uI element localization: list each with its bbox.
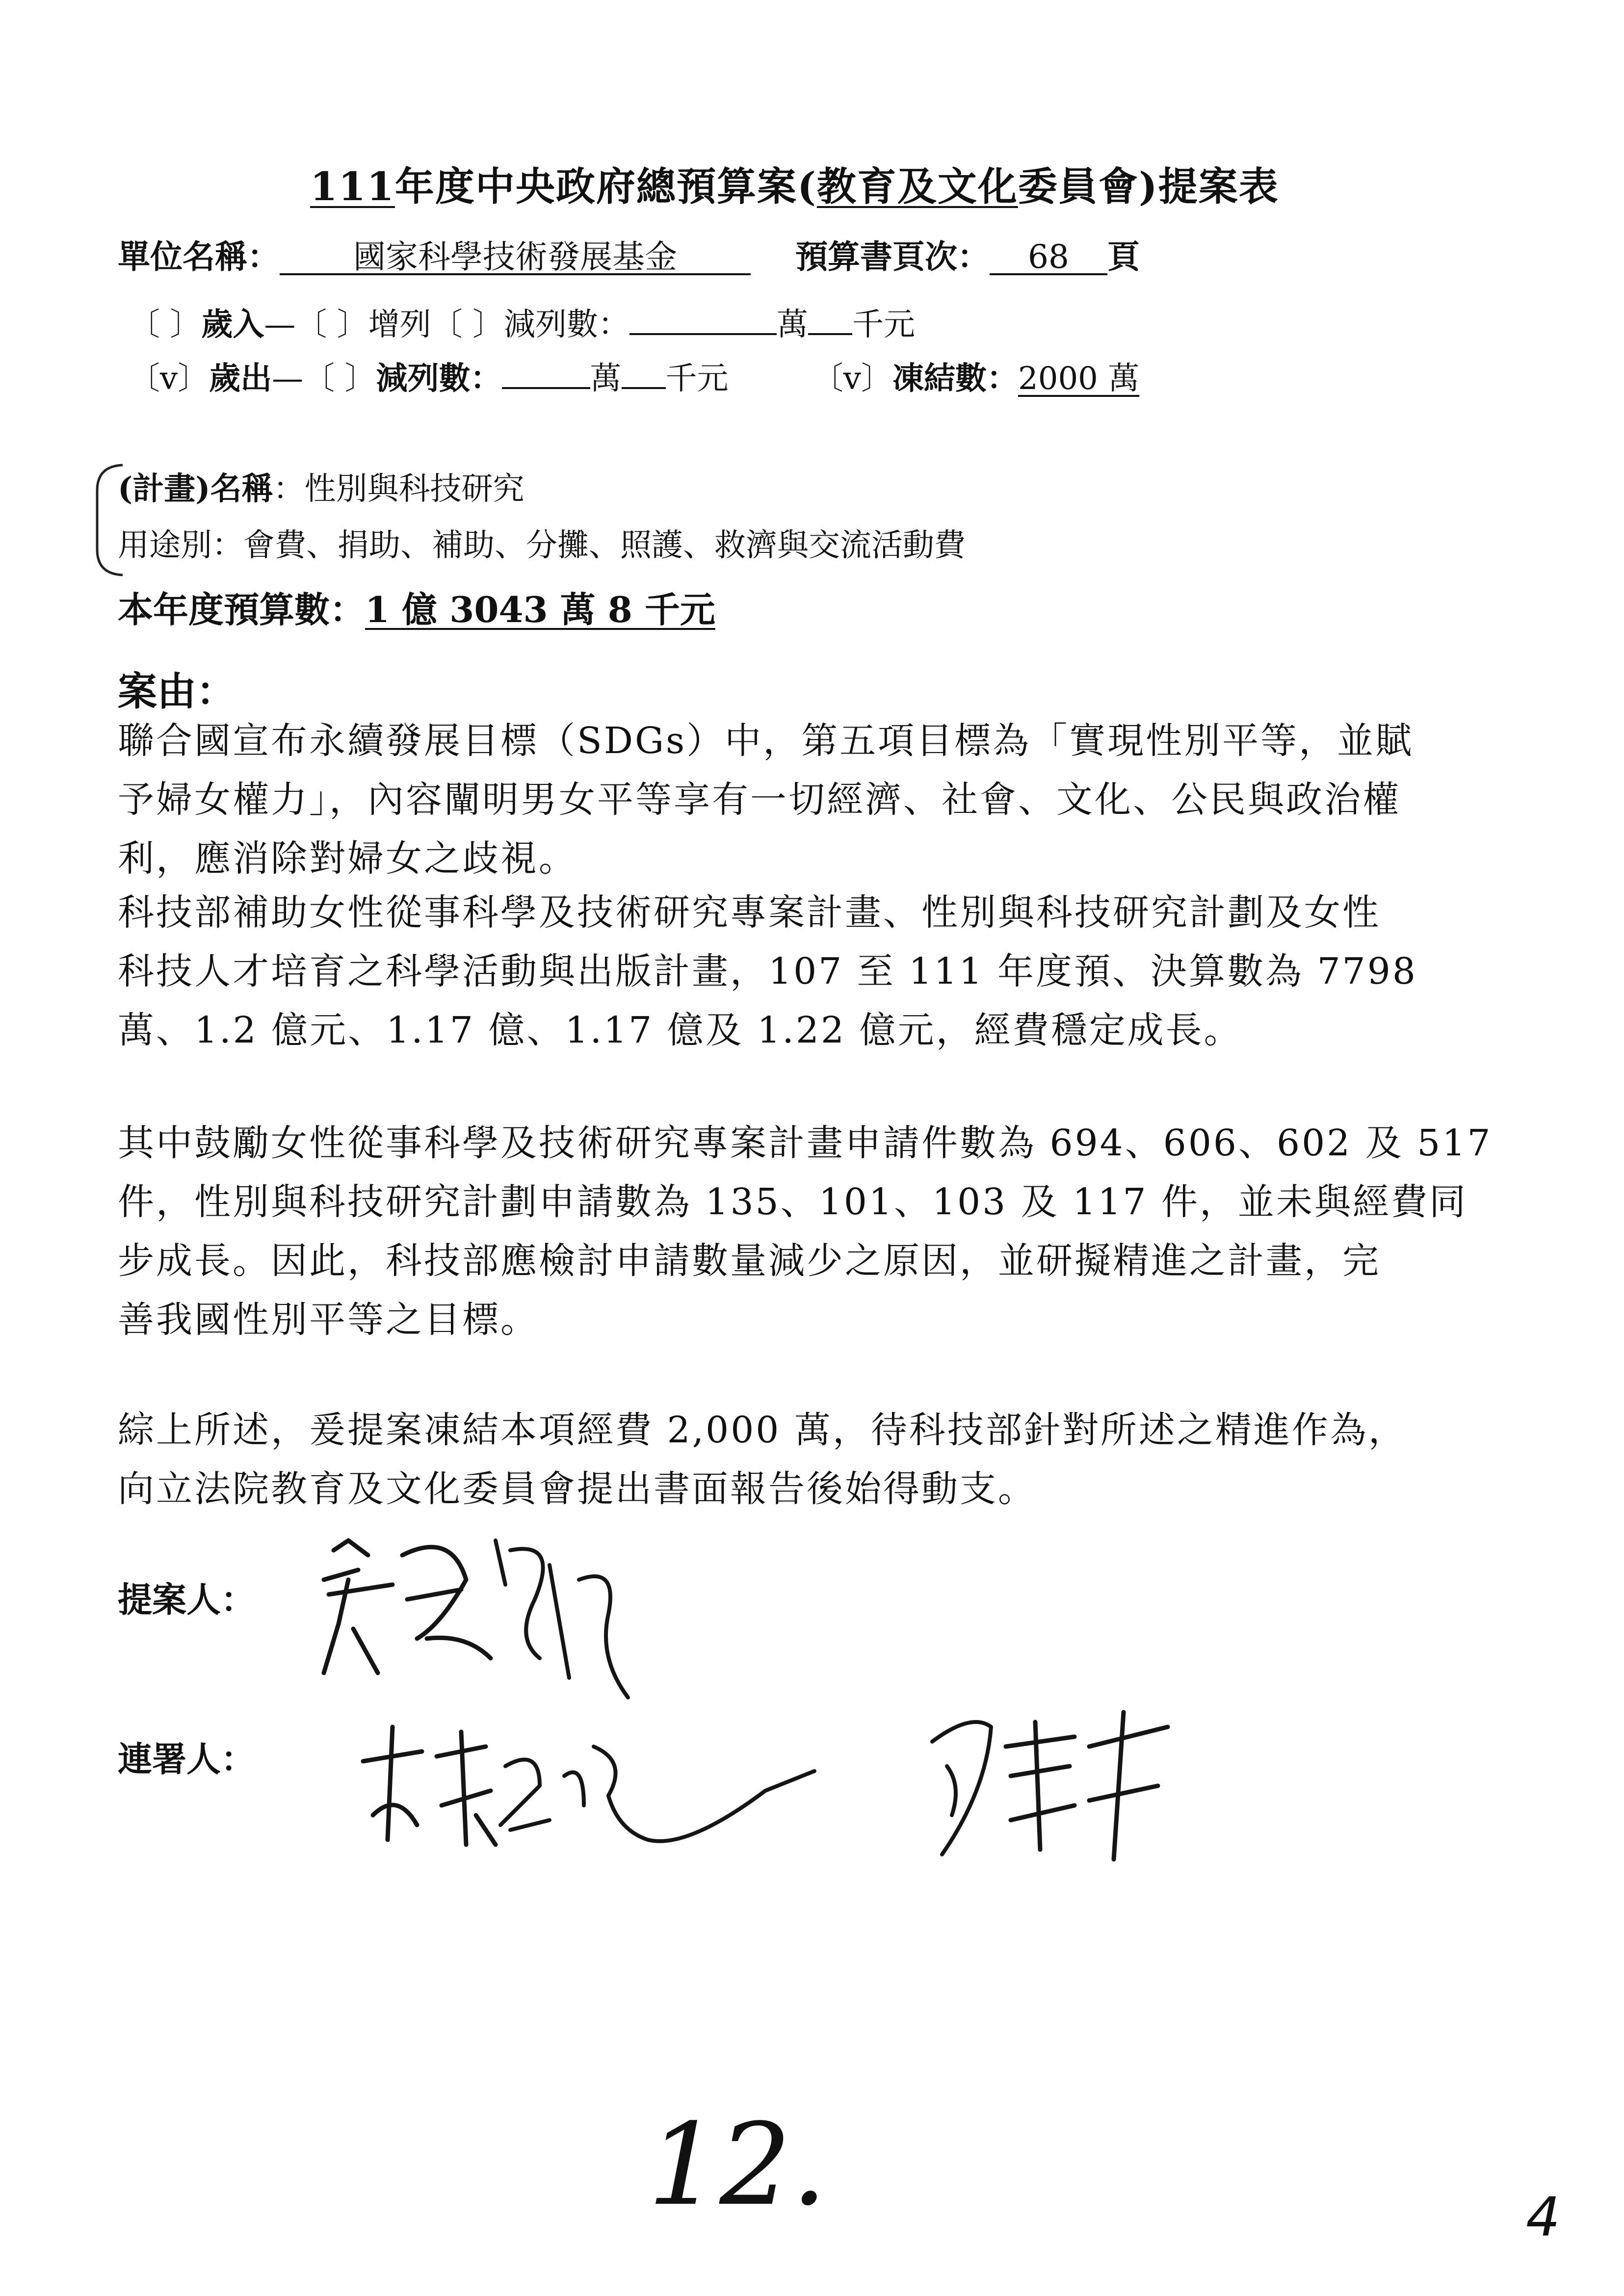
paragraph-line: 科技人才培育之科學活動與出版計畫，107 至 111 年度預、決算數為 7798: [118, 950, 1417, 992]
plan-name-colon: ：: [273, 471, 305, 507]
unit-row: [118, 231, 1140, 277]
reason-paragraph-1: [118, 711, 1414, 888]
revenue-dash: —: [264, 307, 296, 343]
plan-name-row: [118, 464, 524, 509]
proposer-label: 提案人：: [118, 1579, 255, 1620]
increase-label: 增列: [368, 307, 431, 343]
budget-label: 本年度預算數：: [118, 589, 366, 630]
plan-use-row: [118, 520, 966, 565]
paragraph-line: 善我國性別平等之目標。: [118, 1299, 539, 1341]
paragraph-line: 件，性別與科技研究計劃申請數為 135、101、103 及 117 件，並未與經費同: [118, 1181, 1468, 1223]
decrease-label: 減列數：: [504, 307, 630, 343]
expense-decrease-bracket: 〔 〕: [303, 361, 376, 397]
expense-qian: 千元: [665, 361, 729, 397]
reason-paragraph-3: [118, 1114, 1493, 1349]
unit-value: 國家科學技術發展基金: [280, 241, 751, 275]
expense-bracket: 〔v〕: [129, 361, 210, 397]
expense-qian-blank: [622, 387, 666, 389]
page-label: 預算書頁次：: [795, 237, 990, 276]
cosigner-label: 連署人：: [118, 1739, 255, 1779]
title-year: 111: [310, 163, 395, 209]
freeze-label: 凍結數：: [892, 360, 1018, 397]
title-text: 年度中央政府總預算案(: [395, 163, 817, 209]
revenue-bracket: 〔 〕: [129, 307, 202, 343]
expense-line: [129, 353, 1139, 398]
revenue-wan-blank: [629, 333, 777, 335]
budget-row: [118, 581, 715, 632]
title-committee: 教育及文化: [816, 163, 1018, 209]
paragraph-line: 向立法院教育及文化委員會提出書面報告後始得動支。: [118, 1468, 1036, 1510]
expense-wan: 萬: [590, 361, 622, 397]
expense-decrease-label: 減列數：: [376, 360, 502, 397]
revenue-label: 歲入: [201, 306, 264, 343]
page-value: 68: [990, 241, 1107, 275]
reason-paragraph-2: [118, 883, 1417, 1060]
cosigner-signature-1: [353, 1717, 834, 1879]
expense-wan-blank: [502, 387, 590, 389]
paragraph-line: 其中鼓勵女性從事科學及技術研究專案計畫申請件數為 694、606、602 及 517: [118, 1122, 1493, 1164]
page-unit: 頁: [1107, 237, 1140, 276]
revenue-line: [129, 299, 915, 344]
page-number: 4: [1526, 2186, 1560, 2248]
handwritten-number: 12.: [648, 2100, 827, 2231]
decrease-bracket: 〔 〕: [431, 307, 504, 343]
paragraph-line: 步成長。因此，科技部應檢討申請數量減少之原因，並研擬精進之計畫，完: [118, 1240, 1381, 1282]
title-suffix: 委員會)提案表: [1018, 163, 1279, 209]
plan-use-label: 用途別：: [118, 527, 243, 564]
expense-dash: —: [272, 361, 304, 397]
revenue-qian: 千元: [852, 307, 916, 343]
plan-name-label: (計畫)名稱: [118, 470, 273, 507]
paragraph-line: 科技部補助女性從事科學及技術研究專案計畫、性別與科技研究計劃及女性: [118, 891, 1381, 934]
reason-heading: 案由：: [118, 668, 236, 714]
freeze-value: 2000 萬: [1018, 361, 1140, 397]
revenue-wan: 萬: [777, 307, 809, 343]
revenue-qian-blank: [808, 333, 852, 335]
paragraph-line: 予婦女權力」，內容闡明男女平等享有一切經濟、社會、文化、公民與政治權: [118, 779, 1401, 821]
paragraph-line: 聯合國宣布永續發展目標（SDGs）中，第五項目標為「實現性別平等，並賦: [118, 720, 1414, 762]
reason-paragraph-4: [118, 1401, 1407, 1518]
budget-value: 1 億 3043 萬 8 千元: [365, 589, 715, 630]
plan-name-value: 性別與科技研究: [304, 471, 524, 507]
expense-label: 歲出: [209, 360, 272, 397]
unit-label: 單位名稱：: [118, 237, 280, 276]
plan-use-value: 會費、捐助、補助、分攤、照護、救濟與交流活動費: [243, 527, 966, 564]
cosigner-signature-2: [913, 1693, 1187, 1879]
proposer-signature: [304, 1511, 677, 1737]
increase-bracket: 〔 〕: [295, 307, 368, 343]
paragraph-line: 萬、1.2 億元、1.17 億、1.17 億及 1.22 億元，經費穩定成長。: [118, 1009, 1242, 1051]
form-title: [310, 155, 1279, 211]
paragraph-line: 利，應消除對婦女之歧視。: [118, 837, 577, 880]
paragraph-line: 綜上所述，爰提案凍結本項經費 2,000 萬，待科技部針對所述之精進作為，: [118, 1409, 1407, 1451]
freeze-bracket: 〔v〕: [812, 361, 892, 397]
